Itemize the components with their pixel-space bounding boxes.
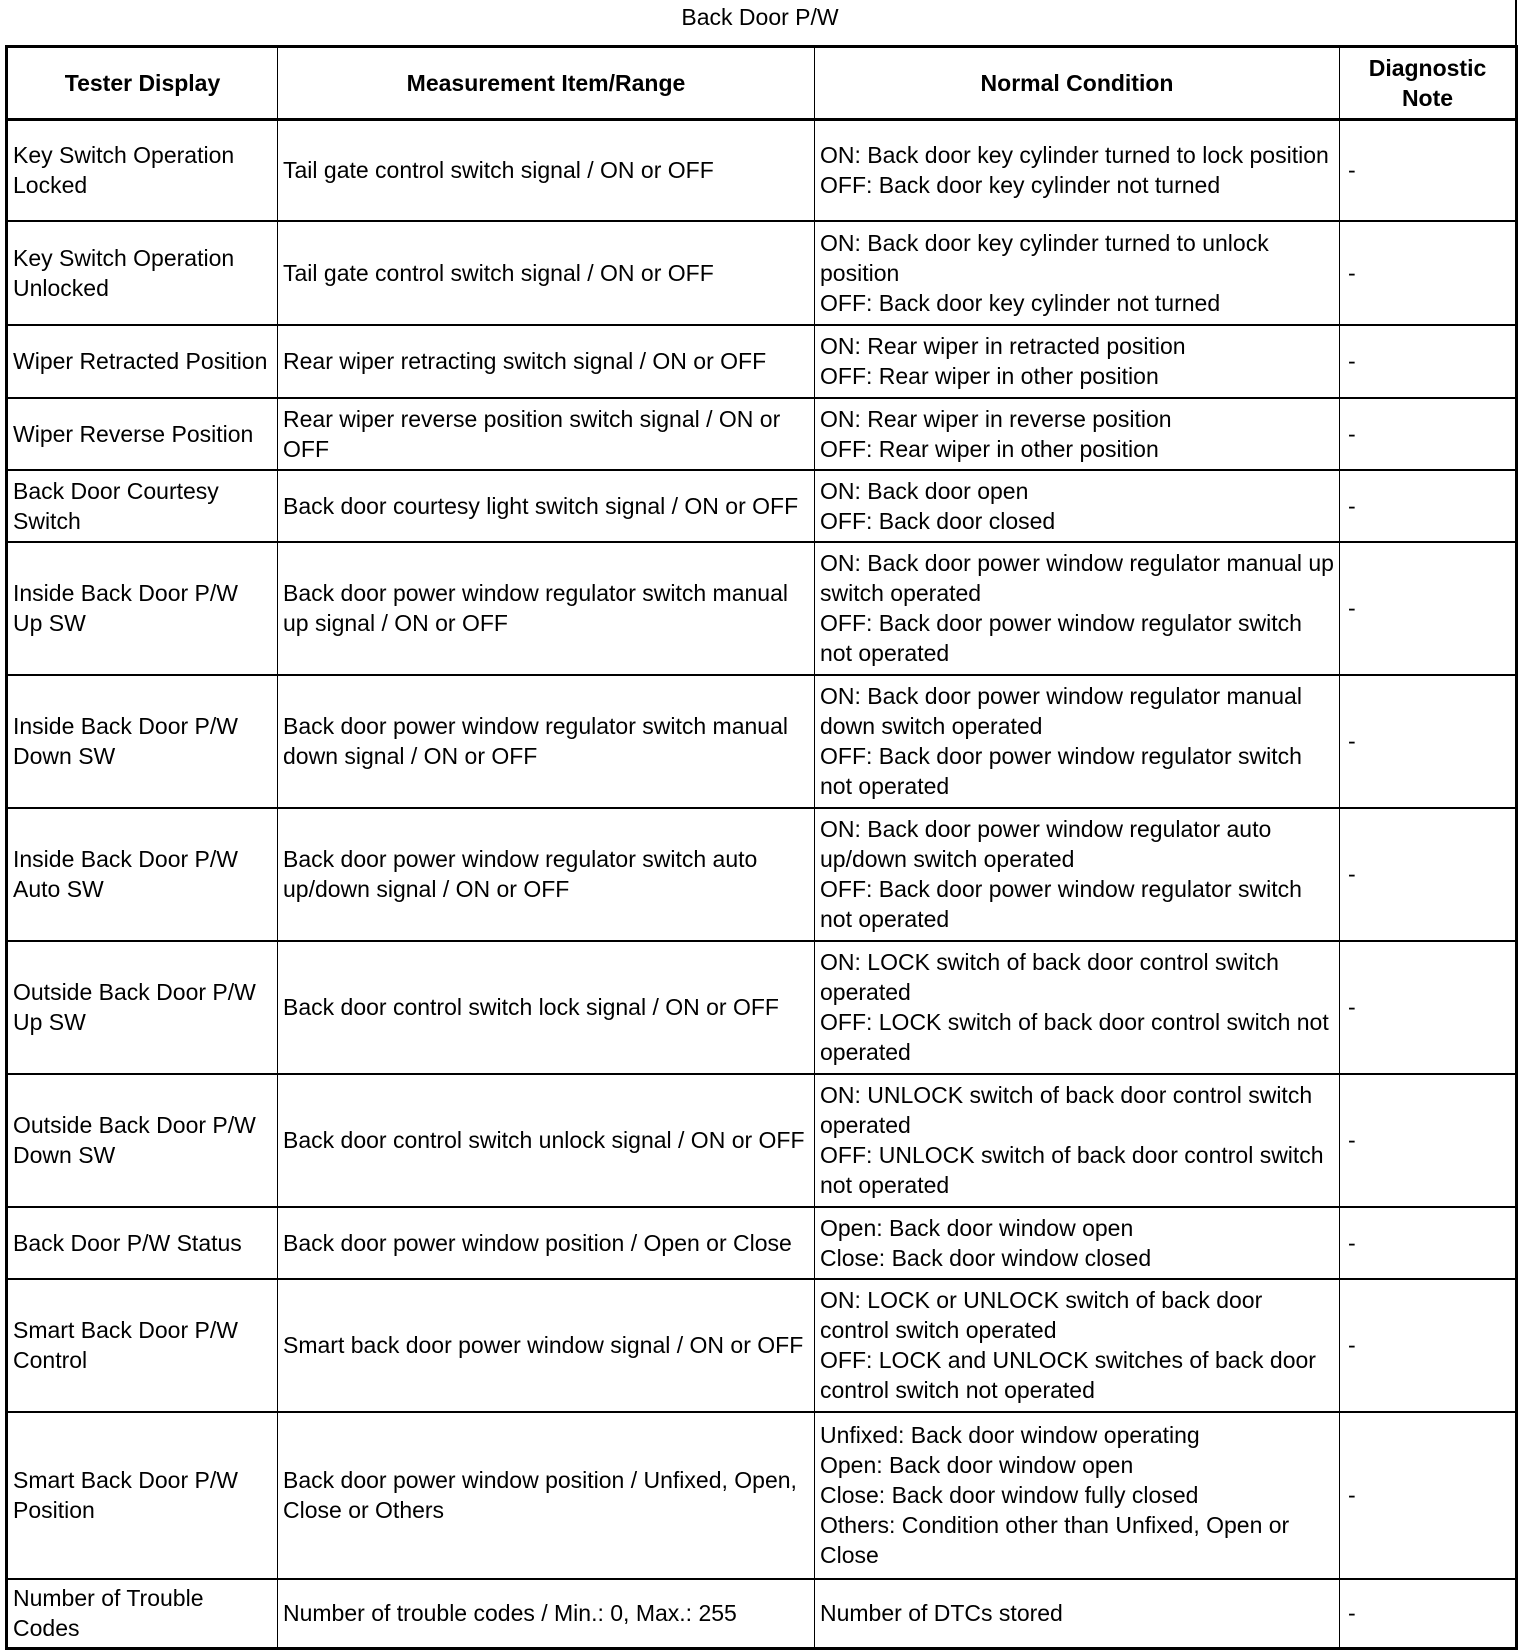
- normal-condition-cell: [815, 941, 1340, 1074]
- normal-condition-cell: [815, 398, 1340, 470]
- header-diagnostic-note-label: Diagnostic Note: [1368, 55, 1487, 111]
- table-row: [7, 470, 1517, 542]
- condition-line: ON: Rear wiper in retracted position: [820, 333, 1186, 359]
- diagnostic-note-cell: -: [1340, 470, 1517, 542]
- normal-condition-cell: [815, 221, 1340, 325]
- condition-line: Close: Back door window fully closed: [820, 1482, 1199, 1508]
- measurement-item-cell: Back door control switch lock signal / ON or OFF: [278, 941, 815, 1074]
- normal-condition-cell: [815, 1074, 1340, 1207]
- table-row: [7, 1412, 1517, 1579]
- measurement-item-cell: Rear wiper retracting switch signal / ON or OFF: [278, 325, 815, 398]
- measurement-item-cell: Back door power window position / Open or Close: [278, 1207, 815, 1279]
- condition-line: OFF: Back door power window regulator switch not operated: [820, 876, 1302, 932]
- measurement-item-cell: Tail gate control switch signal / ON or OFF: [278, 120, 815, 221]
- normal-condition-cell: [815, 325, 1340, 398]
- condition-line: Others: Condition other than Unfixed, Open or Close: [820, 1512, 1290, 1568]
- normal-condition-cell: [815, 1412, 1340, 1579]
- table-row: [7, 675, 1517, 808]
- tester-display-cell: Outside Back Door P/W Up SW: [7, 941, 278, 1074]
- tester-display-cell: Inside Back Door P/W Auto SW: [7, 808, 278, 941]
- measurement-item-cell: Number of trouble codes / Min.: 0, Max.: 255: [278, 1579, 815, 1649]
- condition-line: Open: Back door window open: [820, 1452, 1134, 1478]
- condition-line: ON: Back door power window regulator manual down switch operated: [820, 683, 1302, 739]
- condition-line: OFF: UNLOCK switch of back door control switch not operated: [820, 1142, 1324, 1198]
- tester-display-cell: Back Door P/W Status: [7, 1207, 278, 1279]
- tester-display-cell: Number of Trouble Codes: [7, 1579, 278, 1649]
- table-row: [7, 808, 1517, 941]
- header-tester-display: Tester Display: [7, 47, 278, 120]
- table-row: [7, 941, 1517, 1074]
- tester-display-cell: Smart Back Door P/W Position: [7, 1412, 278, 1579]
- diagnostic-note-cell: -: [1340, 1412, 1517, 1579]
- diagnostic-note-cell: -: [1340, 1074, 1517, 1207]
- condition-line: ON: LOCK switch of back door control switch operated: [820, 949, 1279, 1005]
- diagnostic-note-cell: -: [1340, 1279, 1517, 1412]
- data-list-table: [5, 45, 1518, 1650]
- border-line: [1515, 0, 1517, 46]
- condition-line: OFF: Back door key cylinder not turned: [820, 172, 1221, 199]
- diagnostic-note-cell: -: [1340, 221, 1517, 325]
- tester-display-cell: Back Door Courtesy Switch: [7, 470, 278, 542]
- table-row: [7, 398, 1517, 470]
- normal-condition-cell: [815, 1207, 1340, 1279]
- condition-line: Number of DTCs stored: [820, 1600, 1063, 1627]
- tester-display-cell: Smart Back Door P/W Control: [7, 1279, 278, 1412]
- table-row: [7, 1207, 1517, 1279]
- tester-display-cell: Inside Back Door P/W Up SW: [7, 542, 278, 675]
- condition-line: OFF: Back door key cylinder not turned: [820, 289, 1221, 316]
- header-normal-condition: Normal Condition: [815, 47, 1340, 120]
- condition-line: OFF: Rear wiper in other position: [820, 363, 1159, 389]
- normal-condition-cell: [815, 675, 1340, 808]
- diagnostic-note-cell: -: [1340, 325, 1517, 398]
- condition-line: OFF: LOCK and UNLOCK switches of back door control switch not operated: [820, 1347, 1316, 1403]
- tester-display-cell: Outside Back Door P/W Down SW: [7, 1074, 278, 1207]
- diagnostic-note-cell: -: [1340, 1207, 1517, 1279]
- condition-line: ON: Rear wiper in reverse position: [820, 405, 1172, 432]
- normal-condition-cell: [815, 1579, 1340, 1649]
- measurement-item-cell: Back door power window regulator switch auto up/down signal / ON or OFF: [278, 808, 815, 941]
- diagnostic-note-cell: -: [1340, 542, 1517, 675]
- measurement-item-cell: Back door power window regulator switch manual up signal / ON or OFF: [278, 542, 815, 675]
- tester-display-cell: Wiper Retracted Position: [7, 325, 278, 398]
- header-measurement-item: Measurement Item/Range: [278, 47, 815, 120]
- condition-line: Open: Back door window open: [820, 1214, 1134, 1241]
- table-row: [7, 325, 1517, 398]
- table-row: [7, 221, 1517, 325]
- table-header-row: [7, 47, 1517, 120]
- condition-line: ON: Back door open: [820, 477, 1029, 504]
- measurement-item-cell: Smart back door power window signal / ON or OFF: [278, 1279, 815, 1412]
- diagnostic-note-cell: -: [1340, 120, 1517, 221]
- diagnostic-note-cell: -: [1340, 941, 1517, 1074]
- measurement-item-cell: Back door courtesy light switch signal / ON or OFF: [278, 470, 815, 542]
- condition-line: OFF: LOCK switch of back door control switch not operated: [820, 1009, 1329, 1065]
- tester-display-cell: Wiper Reverse Position: [7, 398, 278, 470]
- page-title: Back Door P/W: [681, 4, 839, 30]
- tester-display-cell: Key Switch Operation Unlocked: [7, 221, 278, 325]
- header-diagnostic-note: [1340, 47, 1517, 120]
- condition-line: ON: Back door key cylinder turned to unlock position: [820, 229, 1269, 286]
- condition-line: ON: Back door power window regulator auto up/down switch operated: [820, 816, 1272, 872]
- normal-condition-cell: [815, 120, 1340, 221]
- measurement-item-cell: Tail gate control switch signal / ON or OFF: [278, 221, 815, 325]
- condition-line: OFF: Rear wiper in other position: [820, 435, 1159, 462]
- condition-line: OFF: Back door closed: [820, 507, 1056, 534]
- condition-line: OFF: Back door power window regulator switch not operated: [820, 610, 1302, 666]
- table-row: [7, 542, 1517, 675]
- diagnostic-note-cell: -: [1340, 1579, 1517, 1649]
- normal-condition-cell: [815, 1279, 1340, 1412]
- condition-line: ON: Back door power window regulator manual up switch operated: [820, 550, 1334, 606]
- diagnostic-note-cell: -: [1340, 808, 1517, 941]
- condition-line: ON: LOCK or UNLOCK switch of back door control switch operated: [820, 1287, 1263, 1343]
- condition-line: Unfixed: Back door window operating: [820, 1422, 1200, 1448]
- measurement-item-cell: Rear wiper reverse position switch signal / ON or OFF: [278, 398, 815, 470]
- condition-line: ON: UNLOCK switch of back door control switch operated: [820, 1082, 1313, 1138]
- table-row: [7, 120, 1517, 221]
- condition-line: OFF: Back door power window regulator switch not operated: [820, 743, 1302, 799]
- condition-line: Close: Back door window closed: [820, 1244, 1152, 1271]
- measurement-item-cell: Back door power window position / Unfixed, Open, Close or Others: [278, 1412, 815, 1579]
- measurement-item-cell: Back door power window regulator switch manual down signal / ON or OFF: [278, 675, 815, 808]
- normal-condition-cell: [815, 542, 1340, 675]
- table-row: [7, 1579, 1517, 1649]
- normal-condition-cell: [815, 470, 1340, 542]
- tester-display-cell: Inside Back Door P/W Down SW: [7, 675, 278, 808]
- condition-line: ON: Back door key cylinder turned to lock position: [820, 142, 1329, 169]
- diagnostic-note-cell: -: [1340, 675, 1517, 808]
- table-row: [7, 1074, 1517, 1207]
- measurement-item-cell: Back door control switch unlock signal / ON or OFF: [278, 1074, 815, 1207]
- tester-display-cell: Key Switch Operation Locked: [7, 120, 278, 221]
- normal-condition-cell: [815, 808, 1340, 941]
- table-row: [7, 1279, 1517, 1412]
- diagnostic-note-cell: -: [1340, 398, 1517, 470]
